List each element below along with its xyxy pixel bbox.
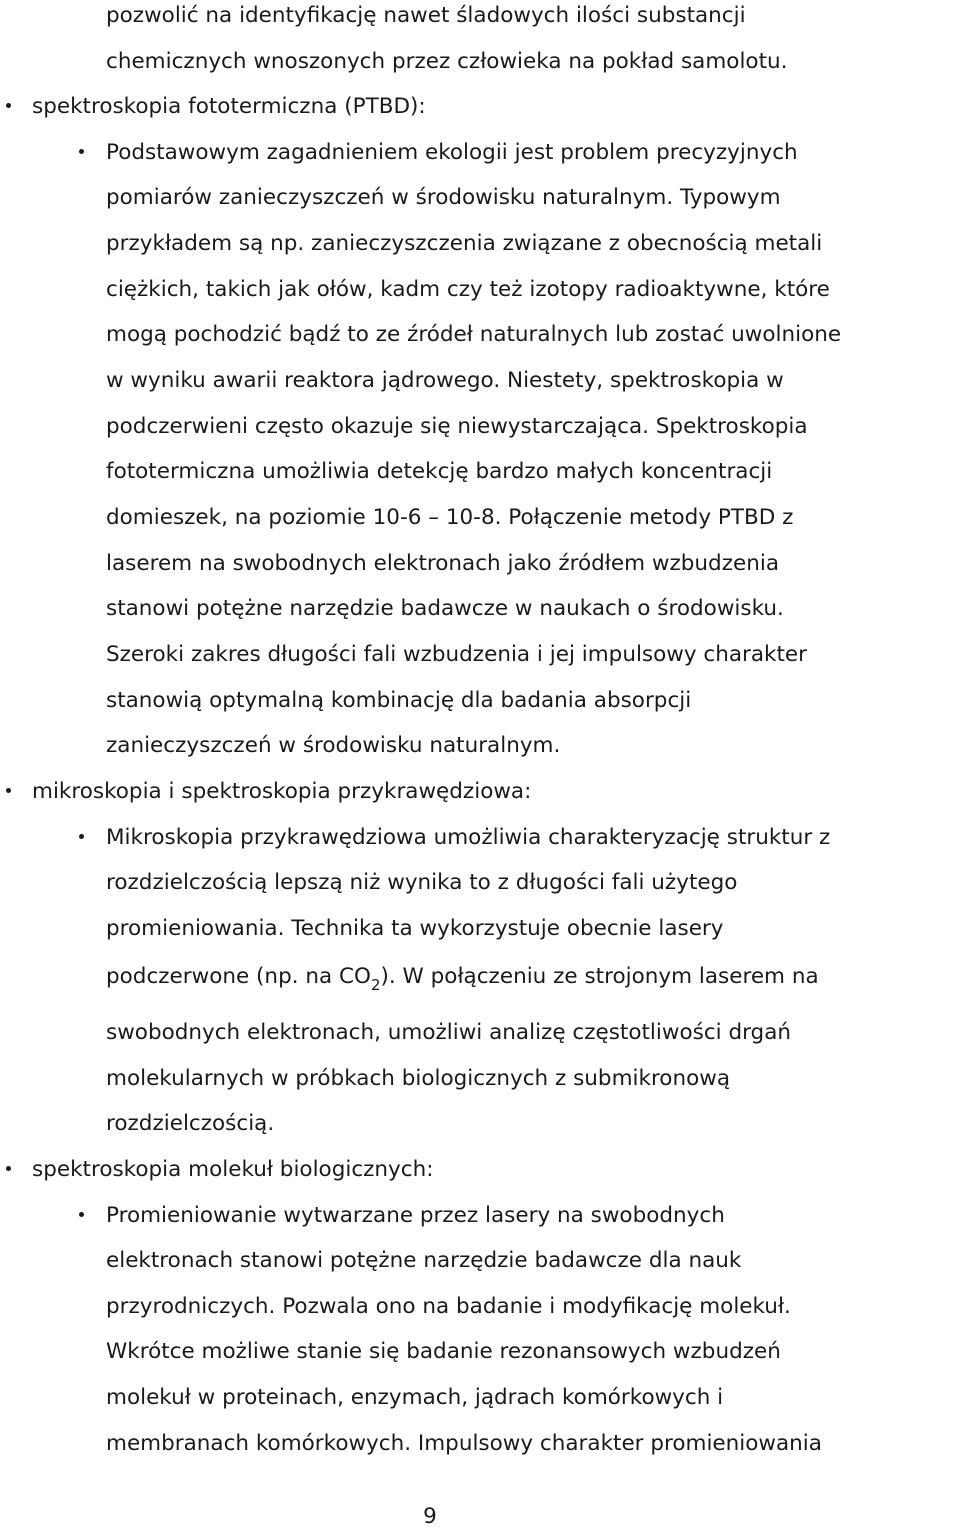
paragraph-line: mogą pochodzić bądź to ze źródeł naturalnych lub zostać uwolnione [106, 322, 842, 347]
paragraph-line: stanowi potężne narzędzie badawcze w naukach o środowisku. [106, 596, 784, 621]
paragraph-line: elektronach stanowi potężne narzędzie badawcze dla nauk [106, 1248, 742, 1273]
page-number: 9 [423, 1504, 437, 1529]
bullet-icon [6, 788, 11, 793]
paragraph-line: stanowią optymalną kombinację dla badania absorpcji [106, 688, 692, 713]
section-heading: mikroskopia i spektroskopia przykrawędziowa: [32, 779, 532, 804]
paragraph-line: rozdzielczością lepszą niż wynika to z długości fali użytego [106, 870, 738, 895]
formula-after: ). W połączeniu ze strojonym laserem na [380, 964, 819, 989]
formula-subscript: 2 [370, 976, 381, 994]
paragraph-line: molekuł w proteinach, enzymach, jądrach komórkowych i [106, 1385, 724, 1410]
section-heading: spektroskopia molekuł biologicznych: [32, 1157, 434, 1182]
paragraph-line: laserem na swobodnych elektronach jako źródłem wzbudzenia [106, 551, 779, 576]
paragraph-line: molekularnych w próbkach biologicznych z submikronową [106, 1066, 731, 1091]
paragraph-line: zanieczyszczeń w środowisku naturalnym. [106, 733, 561, 758]
sub-bullet-icon [79, 834, 84, 839]
paragraph-line: fototermiczna umożliwia detekcję bardzo małych koncentracji [106, 459, 773, 484]
paragraph-line: domieszek, na poziomie 10-6 – 10-8. Połączenie metody PTBD z [106, 505, 794, 530]
section-heading: spektroskopia fototermiczna (PTBD): [32, 94, 426, 119]
paragraph-line: pomiarów zanieczyszczeń w środowisku naturalnym. Typowym [106, 185, 781, 210]
paragraph-line: rozdzielczością. [106, 1111, 275, 1136]
paragraph-line: Mikroskopia przykrawędziowa umożliwia charakteryzację struktur z [106, 825, 831, 850]
paragraph-line: ciężkich, takich jak ołów, kadm czy też izotopy radioaktywne, które [106, 277, 830, 302]
paragraph-line: swobodnych elektronach, umożliwi analizę częstotliwości drgań [106, 1020, 792, 1045]
paragraph-line: Podstawowym zagadnieniem ekologii jest problem precyzyjnych [106, 140, 798, 165]
bullet-icon [6, 1166, 11, 1171]
paragraph-line: przykładem są np. zanieczyszczenia związane z obecnością metali [106, 231, 823, 256]
formula-before: podczerwone (np. na CO [106, 964, 371, 989]
paragraph-line: Promieniowanie wytwarzane przez lasery na swobodnych [106, 1203, 725, 1228]
sub-bullet-icon [79, 149, 84, 154]
continuation-line: chemicznych wnoszonych przez człowieka na pokład samolotu. [106, 49, 788, 74]
paragraph-line: promieniowania. Technika ta wykorzystuje obecnie lasery [106, 916, 724, 941]
paragraph-line: w wyniku awarii reaktora jądrowego. Niestety, spektroskopia w [106, 368, 784, 393]
paragraph-line: membranach komórkowych. Impulsowy charakter promieniowania [106, 1431, 822, 1456]
paragraph-line: Szeroki zakres długości fali wzbudzenia i jej impulsowy charakter [106, 642, 807, 667]
bullet-icon [6, 103, 11, 108]
paragraph-line: przyrodniczych. Pozwala ono na badanie i modyfikację molekuł. [106, 1294, 791, 1319]
paragraph-line: podczerwieni często okazuje się niewystarczająca. Spektroskopia [106, 414, 808, 439]
formula-line [106, 964, 819, 994]
continuation-line: pozwolić na identyfikację nawet śladowych ilości substancji [106, 3, 746, 28]
paragraph-line: Wkrótce możliwe stanie się badanie rezonansowych wzbudzeń [106, 1339, 781, 1364]
sub-bullet-icon [79, 1212, 84, 1217]
